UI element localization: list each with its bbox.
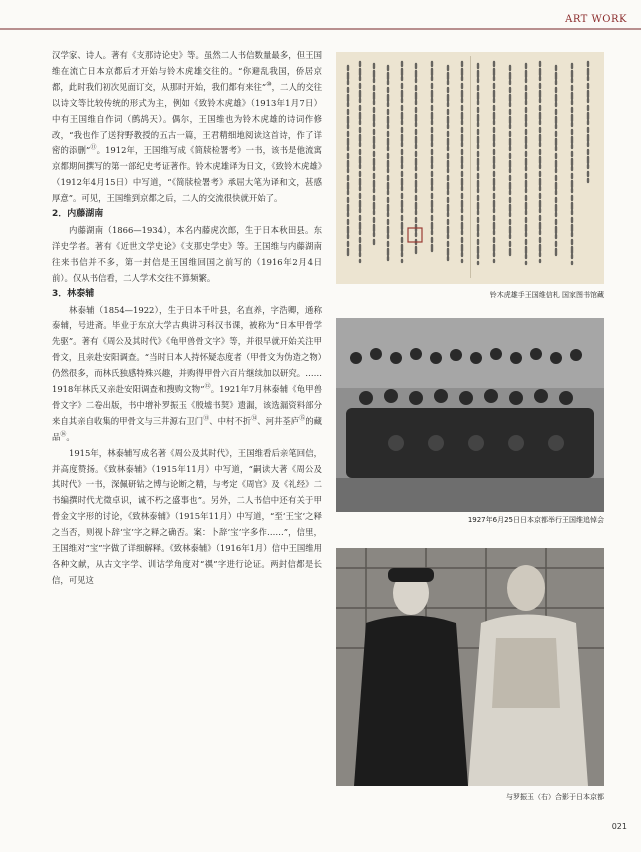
paragraph-1: 汉学家、诗人。著有《支那诗论史》等。虽然二人书信数量最多，但王国维在流亡日本京都后才开始与铃木虎雄交往的。“你避乱我国，侨居京都，此时我们初次见面订交，从那时开始，我们都有来往”⑩，二人的交往以诗文等比较传统的形式为主，例如《致铃木虎雄》（1913年1月7日）中有王国维自作词（鹧鸪天）。偶尔，王国维也为铃木虎雄的诗词作修改，“我也作了送狩野教授的五古一篇，王君精细地阅读这首诗，作了详密的添删”⑪。1912年，王国维写成《简牍检署考》一书，该书是他流寓京都期间撰写的第一部纪史考证著作。铃木虎雄译为日文，《致铃木虎雄》（1912年4月15日）中写道，“《简牍检署考》承屈大笔为译和文，甚感厚意”。可见，王国维到京都之后，二人的交流很快就开始了。 [52,50,323,204]
caption-memorial: 1927年6月25日日本京都举行王国维追悼会 [467,516,604,524]
caption-portrait: 与罗振玉（右）合影于日本京都 [506,793,604,801]
paragraph-4: 1915年，林泰辅写成名著《周公及其时代》，王国维看后亲笔回信，并高度赞扬。《致林泰辅》（1915年11月）中写道，“嗣读大著《周公及其时代》一书，深佩研钻之博与论断之精，与考定《周官》及《礼经》二书编撰时代尤徵卓识，诚不朽之盛事也”。另外，二人书信中还有关于甲骨金文字形的讨论，《致林泰辅》（1915年11月）中写道，“至‘王宝’之释之当否，则视卜辞‘宝’字之释之确否。案：卜辞‘宝’字多作……”，信里，王国维对“宝”字做了详细解释。《致林泰辅》（1916年1月）信中王国维用各种文献，从古文字学、训诂学角度对“禩”字进行论证。两封信都是长信，可见这 [52,447,322,585]
portrait-photo [336,548,604,786]
letter-illustration [336,52,604,284]
memorial-group-photo [336,318,604,512]
header-rule [0,28,641,30]
paragraph-2: 内藤湖南（1866—1934），本名内藤虎次郎，生于日本秋田县。东洋史学者。著有《近世文学史论》《支那史学史》等。王国维与内藤湖南往来书信并不多，第一封信是王国维回国之前写的（1916年2月4日前）。仅从书信看，二人学术交往不算频繁。 [52,224,322,283]
page-number: 021 [611,822,627,831]
article-text [52,48,322,589]
letter-image [336,52,604,284]
section-heading-3: 3．林泰辅 [52,288,95,299]
section-label: ART WORK [565,14,627,25]
portrait-illustration [336,548,604,786]
caption-letter: 铃木虎雄手王国维信札 国家图书馆藏 [489,291,604,299]
section-heading-2: 2．内藤湖南 [52,209,104,220]
paragraph-3: 林泰辅（1854—1922），生于日本千叶县，名直养，字浩卿，通称泰辅，号进斋。毕业于东京大学古典讲习科汉书课，被称为“日本甲骨学先驱”。著有《周公及其时代》《龟甲兽骨文字》等，并很早就开始关注甲骨文，且亲赴安阳调查。“当时日本人持怀疑态度者（甲骨文为伪造之物）仍然很多，而林氏独感特殊兴趣，并购得甲骨六百片继续加以研究。……1918年林氏又亲赴安阳调查和搜购文物”⑫。1921年7月林泰辅《龟甲兽骨文字》二卷出版，书中增补罗振玉《殷墟书契》遗漏，该选漏资料部分来自其亲自收集的甲骨文与三井源右卫门⑬、中村不折⑭、河井荃庐⑮的藏品⑯。 [52,304,323,442]
group-photo-illustration [336,318,604,512]
